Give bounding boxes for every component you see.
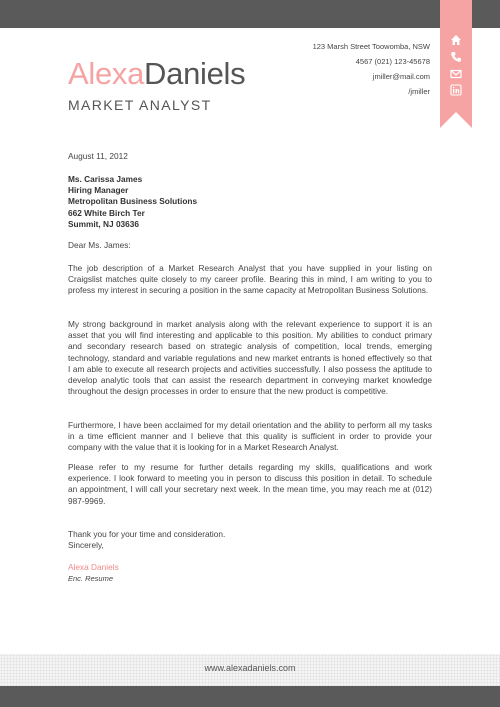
mail-icon bbox=[450, 68, 462, 80]
recipient-street: 662 White Birch Ter bbox=[68, 207, 145, 218]
closing-line: Thank you for your time and consideration. bbox=[68, 529, 226, 539]
contact-email[interactable]: jmiller@mail.com bbox=[372, 72, 430, 81]
recipient-city: Summit, NJ 03636 bbox=[68, 218, 140, 229]
first-name: Alexa bbox=[68, 56, 145, 91]
body-paragraph: The job description of a Market Research Analyst that you have supplied in your listing on Craigslist matches quite closely to my career profile. Bearing this in mind, I am writing to you to profess my interest in securing a position in the same capacity at Metropolitan Business Solutions. bbox=[68, 263, 432, 296]
bottom-bar bbox=[0, 686, 500, 707]
phone-icon bbox=[450, 51, 462, 63]
footer-website[interactable]: www.alexadaniels.com bbox=[204, 663, 296, 673]
applicant-name bbox=[68, 56, 245, 92]
linkedin-icon bbox=[450, 84, 462, 96]
signature-name: Alexa Daniels bbox=[68, 562, 119, 572]
letter-date: August 11, 2012 bbox=[68, 151, 128, 161]
contact-linkedin[interactable]: /jmiller bbox=[408, 87, 430, 96]
home-icon bbox=[450, 34, 462, 46]
contact-phone: 4567 (021) 123-45678 bbox=[355, 57, 430, 66]
body-paragraph: My strong background in market analysis along with the relevant experience to support it is an asset that you will find interesting and applicable to this position. My abilities to conduct primary and secondary research based on strategic analysis of competition, local trends, emerging technology, standard and variable regulations and new market entrants is honed effectively so that I am able to execute all research projects and activities successfully. I also possess the aptitude to develop analytic tools that can assist the research department in conveying market knowledge throughout the design processes in order to ensure that the new product is competitive. bbox=[68, 319, 432, 397]
contact-ribbon bbox=[440, 0, 472, 128]
contact-address: 123 Marsh Street Toowomba, NSW bbox=[312, 42, 430, 51]
sign-off: Sincerely, bbox=[68, 540, 104, 551]
body-paragraph: Please refer to my resume for further details regarding my skills, qualifications and work experience. I look forward to meeting you in person to discuss this position in detail. To schedule an appointment, I will call your secretary next week. In the mean time, you may reach me at (012) 987-9969. bbox=[68, 462, 432, 506]
recipient-block bbox=[68, 174, 432, 230]
top-bar bbox=[0, 0, 500, 28]
recipient-title: Hiring Manager bbox=[68, 185, 129, 196]
closing-block bbox=[68, 529, 432, 551]
recipient-company: Metropolitan Business Solutions bbox=[68, 196, 198, 207]
enclosure-note: Enc. Resume bbox=[68, 574, 114, 583]
job-title: MARKET ANALYST bbox=[68, 97, 212, 113]
salutation: Dear Ms. James: bbox=[68, 240, 131, 250]
last-name: Daniels bbox=[144, 56, 246, 91]
body-paragraph: Furthermore, I have been acclaimed for my detail orientation and the ability to perform all my tasks in a time efficient manner and I believe that this quality is sufficient in order to provide your company with the value that it is looking for in a Market Research Analyst. bbox=[68, 420, 432, 453]
recipient-name: Ms. Carissa James bbox=[68, 174, 143, 184]
